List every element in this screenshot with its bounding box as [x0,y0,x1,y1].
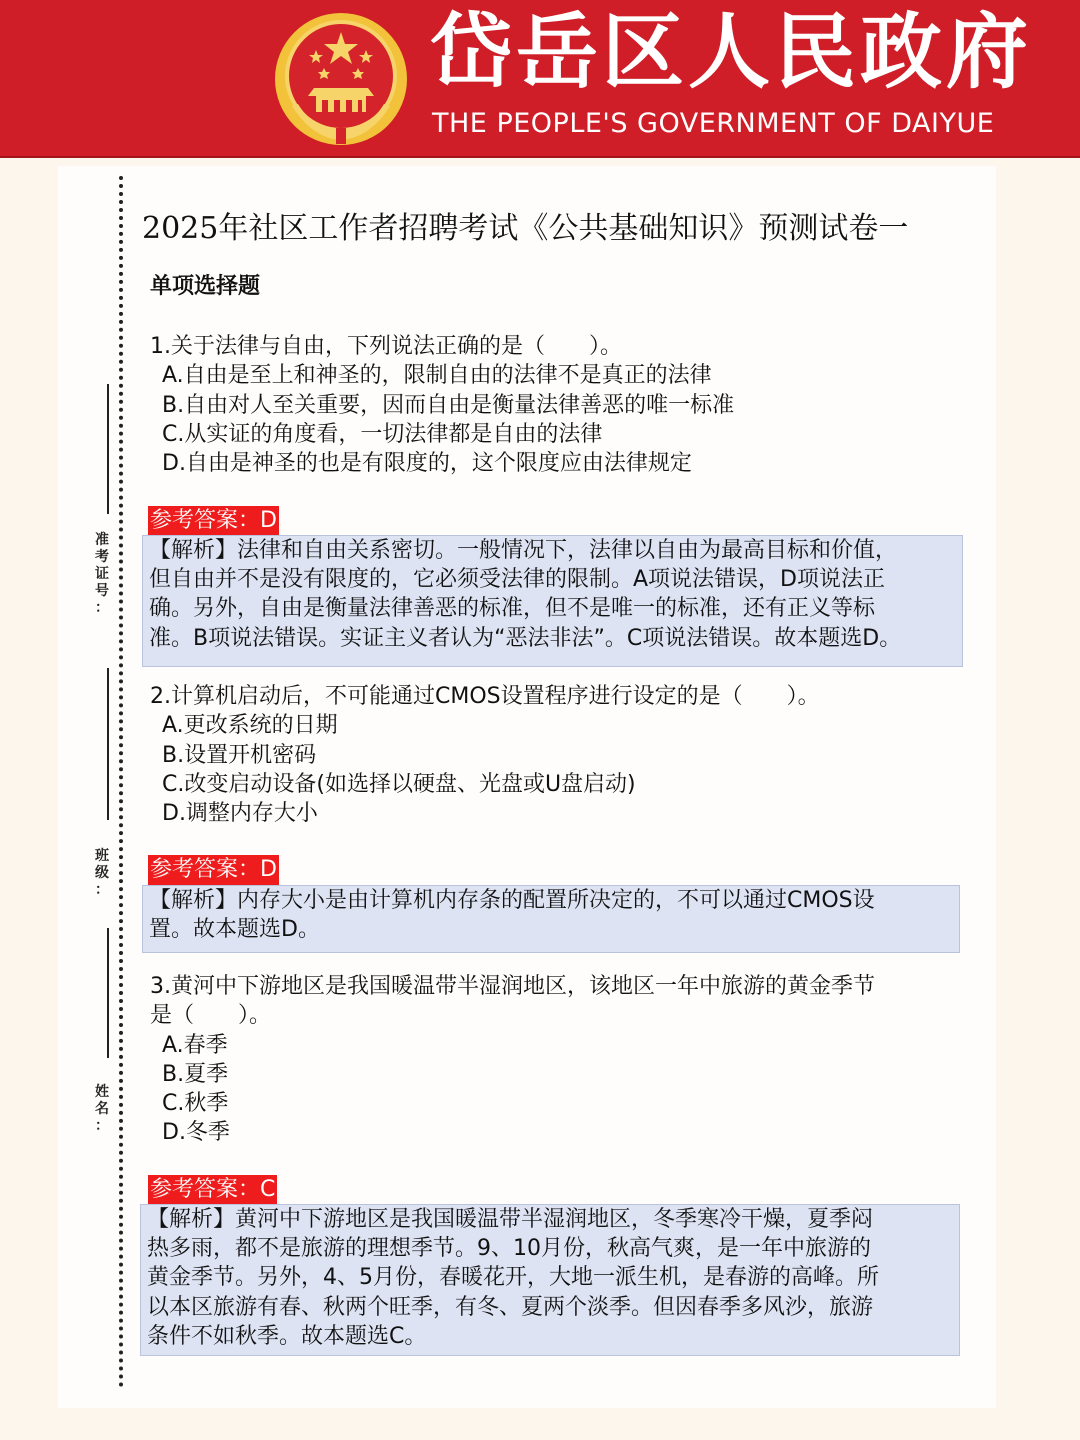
question-stem: 2.计算机启动后，不可能通过CMOS设置程序进行设定的是（ ）。 [150,684,820,709]
option-a: A.更改系统的日期 [162,713,338,739]
header-banner [0,0,1080,158]
explanation-3 [140,1204,960,1356]
answer-badge-2: 参考答案：D [148,855,279,885]
explanation-line: 但自由并不是没有限度的，它必须受法律的限制。A项说法错误，D项说法正 [149,567,885,593]
explanation-2 [142,885,960,953]
question-stem: 3.黄河中下游地区是我国暖温带半湿润地区，该地区一年中旅游的黄金季节 [150,974,875,999]
admission-number-label: 准 考 证 号 ： [95,532,109,616]
explanation-line: 【解析】法律和自由关系密切。一般情况下，法律以自由为最高目标和价值， [149,538,898,563]
option-d: D.自由是神圣的也是有限度的，这个限度应由法律规定 [162,451,692,477]
binding-dotted-line [119,176,123,1388]
explanation-1 [142,535,963,667]
answer-badge-3: 参考答案：C [148,1175,277,1205]
option-c: C.从实证的角度看，一切法律都是自由的法律 [162,421,603,447]
name-line [107,928,109,1058]
question-3 [150,972,950,1148]
option-a: A.自由是至上和神圣的，限制自由的法律不是真正的法律 [162,363,712,389]
option-c: C.秋季 [162,1091,229,1117]
option-b: B.设置开机密码 [162,742,317,768]
option-d: D.调整内存大小 [162,801,318,827]
class-label: 班 级 ： [95,848,109,898]
national-emblem-icon [272,10,410,148]
name-label: 姓 名 ： [95,1084,109,1134]
option-b: B.自由对人至关重要，因而自由是衡量法律善恶的唯一标准 [162,392,735,418]
question-stem-continued: 是（ ）。 [150,1003,272,1029]
option-b: B.夏季 [162,1061,229,1087]
section-heading: 单项选择题 [150,274,261,299]
explanation-line: 条件不如秋季。故本题选C。 [147,1323,427,1349]
class-line [107,668,109,820]
explanation-line: 【解析】黄河中下游地区是我国暖温带半湿润地区，冬季寒冷干燥，夏季闷 [147,1207,874,1232]
answer-badge-1: 参考答案：D [148,506,279,536]
explanation-line: 【解析】内存大小是由计算机内存条的配置所决定的，不可以通过CMOS设 [149,888,875,913]
explanation-line: 确。另外，自由是衡量法律善恶的标准，但不是唯一的标准，还有正义等标 [149,596,876,622]
government-title: 岱岳区人民政府 [430,5,1033,100]
option-c: C.改变启动设备(如选择以硬盘、光盘或U盘启动) [162,771,636,797]
explanation-line: 黄金季节。另外，4、5月份，春暖花开，大地一派生机，是春游的高峰。所 [147,1265,879,1291]
explanation-line: 热多雨，都不是旅游的理想季节。9、10月份，秋高气爽，是一年中旅游的 [147,1236,871,1262]
explanation-line: 置。故本题选D。 [149,917,320,943]
question-2 [150,682,950,828]
explanation-line: 以本区旅游有春、秋两个旺季，有冬、夏两个淡季。但因春季多风沙，旅游 [147,1294,874,1320]
government-subtitle: THE PEOPLE'S GOVERNMENT OF DAIYUE [432,108,995,139]
question-1 [150,332,950,478]
exam-title: 2025年社区工作者招聘考试《公共基础知识》预测试卷一 [142,211,909,246]
option-a: A.春季 [162,1032,228,1058]
question-stem: 1.关于法律与自由，下列说法正确的是（ ）。 [150,334,622,359]
admission-number-line [107,384,109,514]
option-d: D.冬季 [162,1120,230,1146]
explanation-line: 准。B项说法错误。实证主义者认为“恶法非法”。C项说法错误。故本题选D。 [149,625,902,651]
